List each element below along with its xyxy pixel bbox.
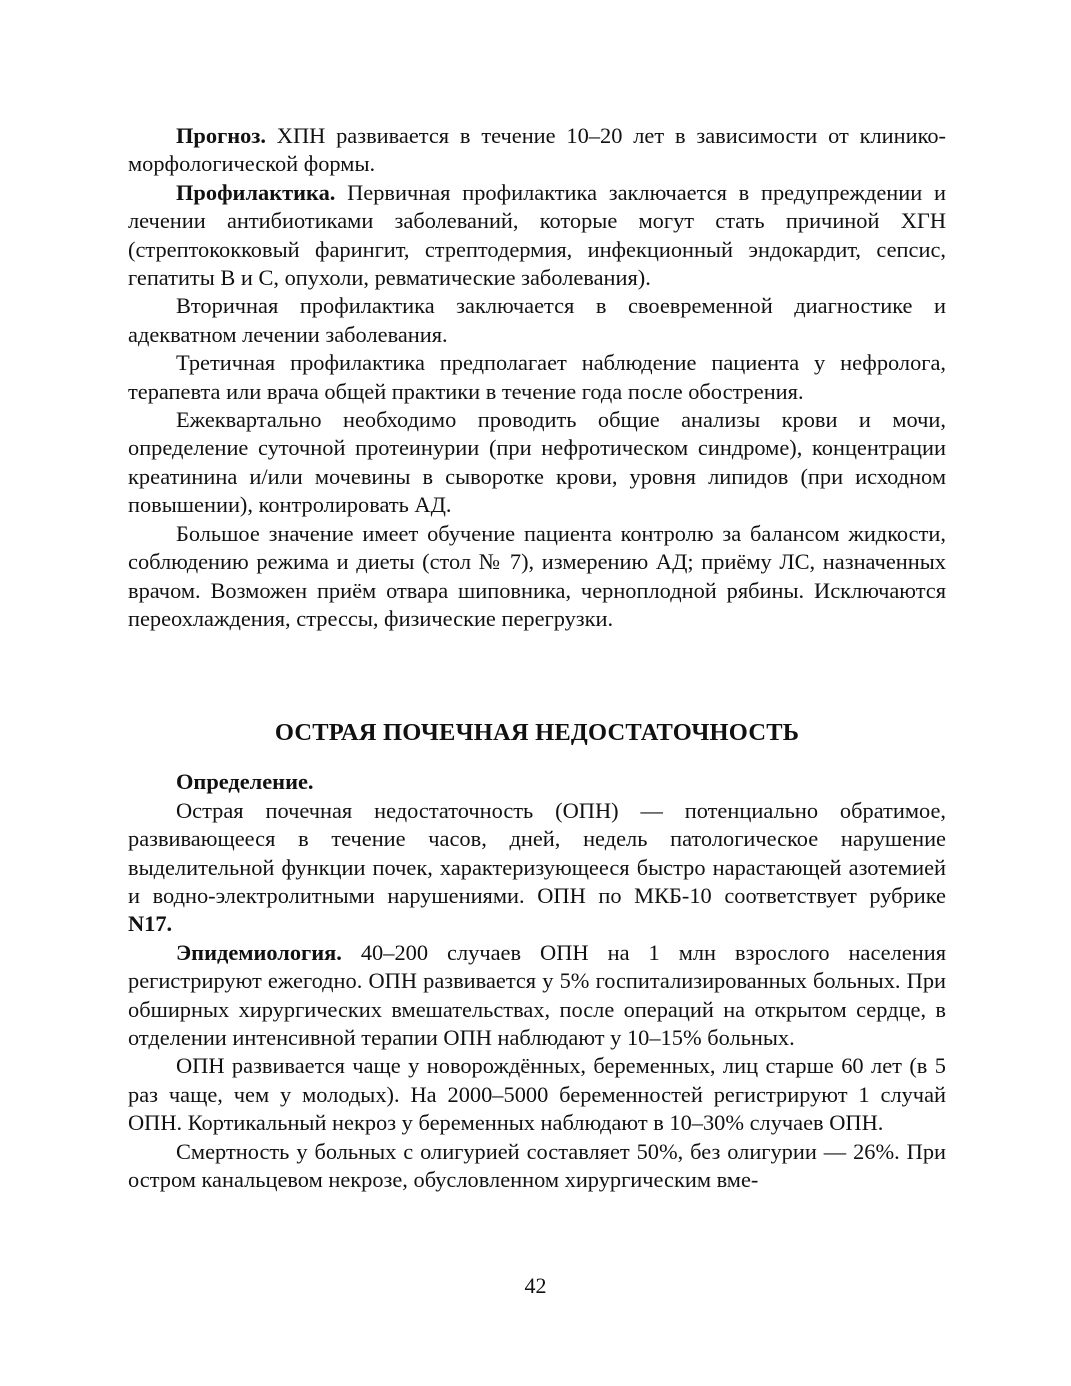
- risk-groups-paragraph: ОПН развивается чаще у новорождённых, беременных, лиц старше 60 лет (в 5 раз чаще, чем у молодых). На 2000–5000 беременностей регистрируют 1 случай ОПН. Кортикальный некроз у беременных наблюдают в 10–30% случаев ОПН.: [128, 1053, 946, 1136]
- prognosis-lead: Прогноз.: [176, 123, 266, 148]
- secondary-prevention-paragraph: Вторичная профилактика заключается в своевременной диагностике и адекватном лечении заболевания.: [128, 293, 946, 347]
- definition-text: Острая почечная недостаточность (ОПН) — потенциально обратимое, развивающееся в течение часов, дней, недель патологическое нарушение выделительной функции почек, характеризующееся быстро нарастающей азотемией и водно-электролитными нарушениями. ОПН по МКБ-10 соответствует рубрике: [128, 797, 946, 908]
- patient-education-paragraph: Большое значение имеет обучение пациента контролю за балансом жидкости, соблюдению режима и диеты (стол № 7), измерению АД; приёму ЛС, назначенных врачом. Возможен приём отвара шиповника, черноплодной рябины. Исключаются переохлаждения, стрессы, физические перегрузки.: [128, 520, 946, 631]
- mortality-paragraph: Смертность у больных с олигурией составляет 50%, без олигурии — 26%. При остром канальцевом некрозе, обусловленном хирургическим вме-: [128, 1138, 946, 1192]
- prevention-text: Первичная профилактика заключается в предупреждении и лечении антибиотиками заболеваний, которые могут стать причиной ХГН (стрептококковый фарингит, стрептодермия, инфекционный эндокардит, сепсис, гепатиты В и С, опухоли, ревматические заболевания).: [128, 179, 946, 291]
- prevention-lead: Профилактика.: [176, 179, 336, 205]
- tertiary-prevention-paragraph: Третичная профилактика предполагает наблюдение пациента у нефролога, терапевта или врача общей практики в течение года после обострения.: [128, 350, 946, 404]
- prognosis-paragraph: [128, 122, 946, 179]
- page-body: [128, 122, 946, 1194]
- prevention-paragraph: [128, 179, 946, 293]
- definition-subheading: Определение.: [176, 769, 314, 795]
- definition-paragraph: [128, 797, 946, 939]
- prognosis-text: ХПН развивается в течение 10–20 лет в зависимости от клинико-морфологической формы.: [128, 123, 946, 177]
- epidemiology-lead: Эпидемиология.: [176, 939, 342, 965]
- icd-code: N17.: [128, 911, 173, 937]
- epidemiology-text: 40–200 случаев ОПН на 1 млн взрослого населения регистрируют ежегодно. ОПН развивается у 5% госпитализированных больных. При обширных хирургических вмешательствах, после операций на открытом сердце, в отделении интенсивной терапии ОПН наблюдают у 10–15% больных.: [128, 939, 946, 1050]
- page-number: 42: [524, 1273, 547, 1298]
- quarterly-tests-paragraph: Ежеквартально необходимо проводить общие анализы крови и мочи, определение суточной протеинурии (при нефротическом синдроме), концентрации креатинина и/или мочевины в сыворотке крови, уровня липидов (при исходном повышении), контролировать АД.: [128, 407, 946, 518]
- section-title: ОСТРАЯ ПОЧЕЧНАЯ НЕДОСТАТОЧНОСТЬ: [274, 719, 800, 747]
- epidemiology-paragraph: [128, 939, 946, 1053]
